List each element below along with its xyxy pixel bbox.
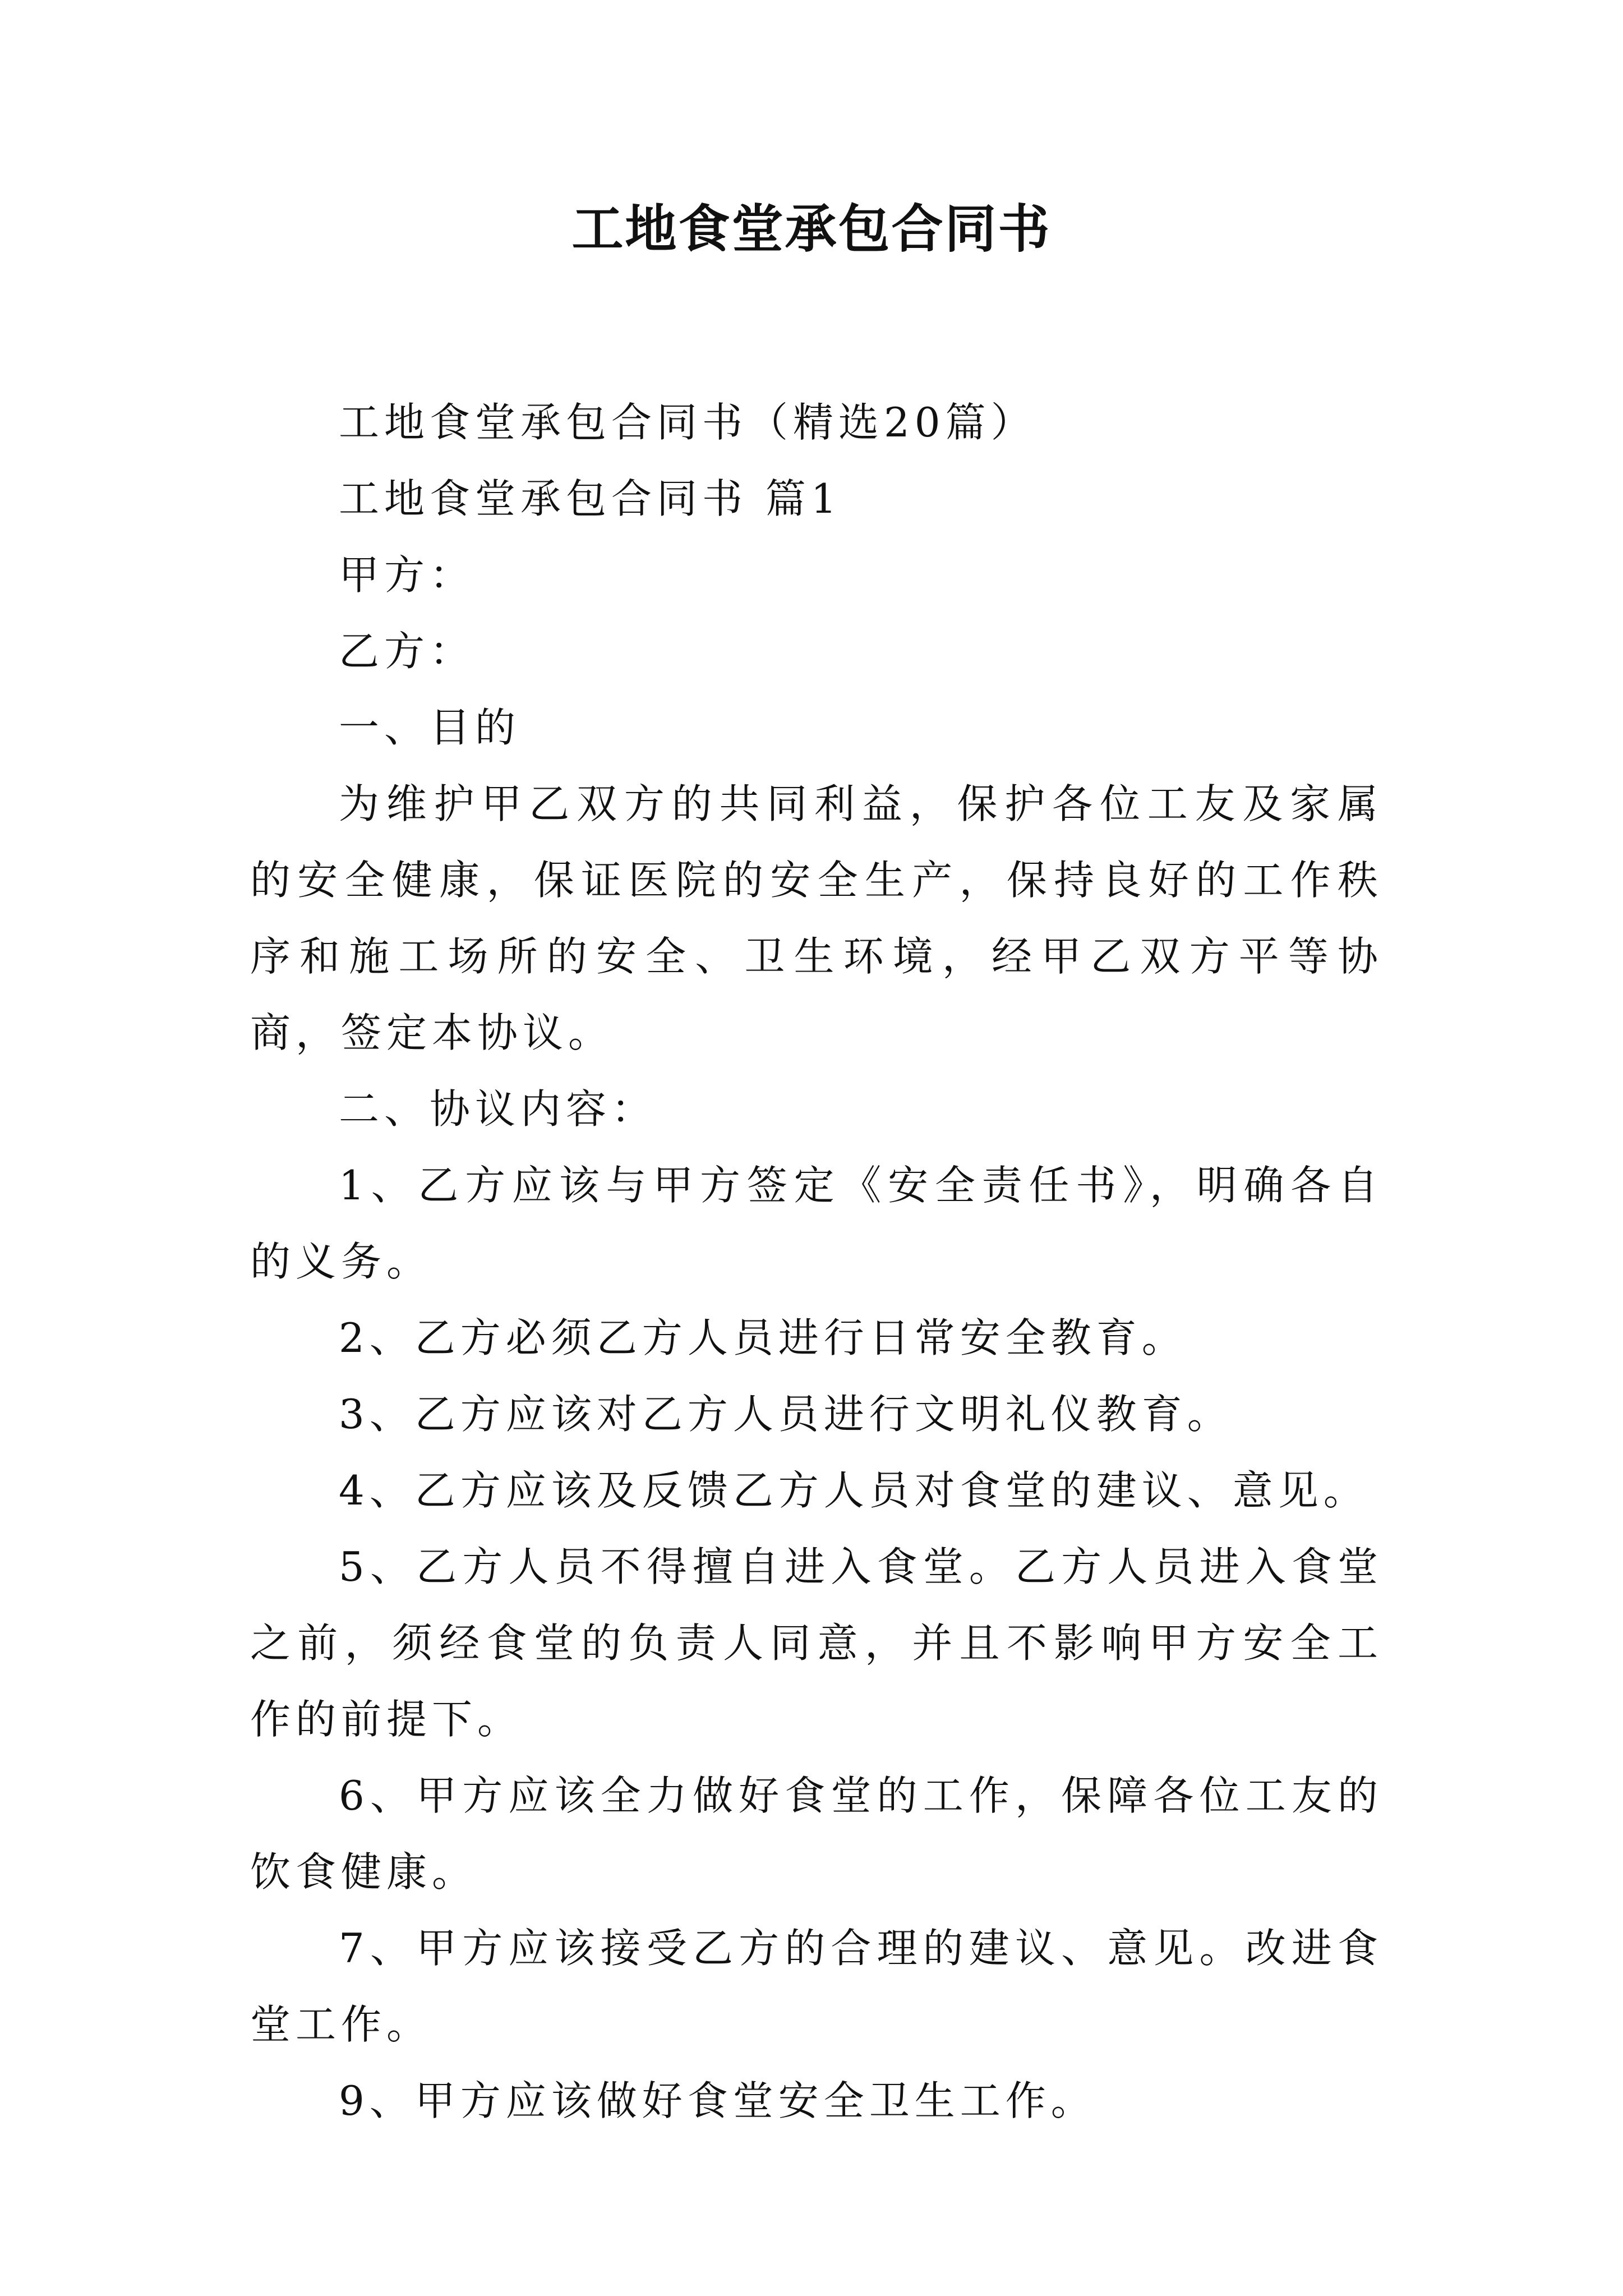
paragraph: 4、乙方应该及反馈乙方人员对食堂的建议、意见。 (339, 1467, 1369, 1514)
paragraph: 为维护甲乙双方的共同利益，保护各位工友及家属的安全健康，保证医院的安全生产，保持良好的工作秩序和施工场所的安全、卫生环境，经甲乙双方平等协商，签定本协议。 (250, 780, 1383, 1056)
paragraph: 二、协议内容： (339, 1085, 657, 1133)
paragraph: 工地食堂承包合同书（精选20篇） (339, 399, 1036, 446)
paragraph: 甲方： (339, 551, 476, 599)
paragraph: 工地食堂承包合同书 篇1 (339, 475, 842, 522)
paragraph: 6、甲方应该全力做好食堂的工作，保障各位工友的饮食健康。 (250, 1772, 1383, 1895)
paragraph: 1、乙方应该与甲方签定《安全责任书》，明确各自的义务。 (250, 1162, 1383, 1285)
document-body (250, 384, 1383, 2139)
paragraph: 2、乙方必须乙方人员进行日常安全教育。 (339, 1314, 1187, 1361)
paragraph: 9、甲方应该做好食堂安全卫生工作。 (339, 2077, 1096, 2124)
paragraph: 5、乙方人员不得擅自进入食堂。乙方人员进入食堂之前，须经食堂的负责人同意，并且不影响甲方安全工作的前提下。 (250, 1543, 1383, 1743)
document-title: 工地食堂承包合同书 (571, 199, 1052, 259)
paragraph: 3、乙方应该对乙方人员进行文明礼仪教育。 (339, 1391, 1233, 1438)
paragraph: 7、甲方应该接受乙方的合理的建议、意见。改进食堂工作。 (250, 1925, 1383, 2048)
paragraph: 乙方： (339, 628, 476, 675)
paragraph: 一、目的 (339, 704, 521, 751)
